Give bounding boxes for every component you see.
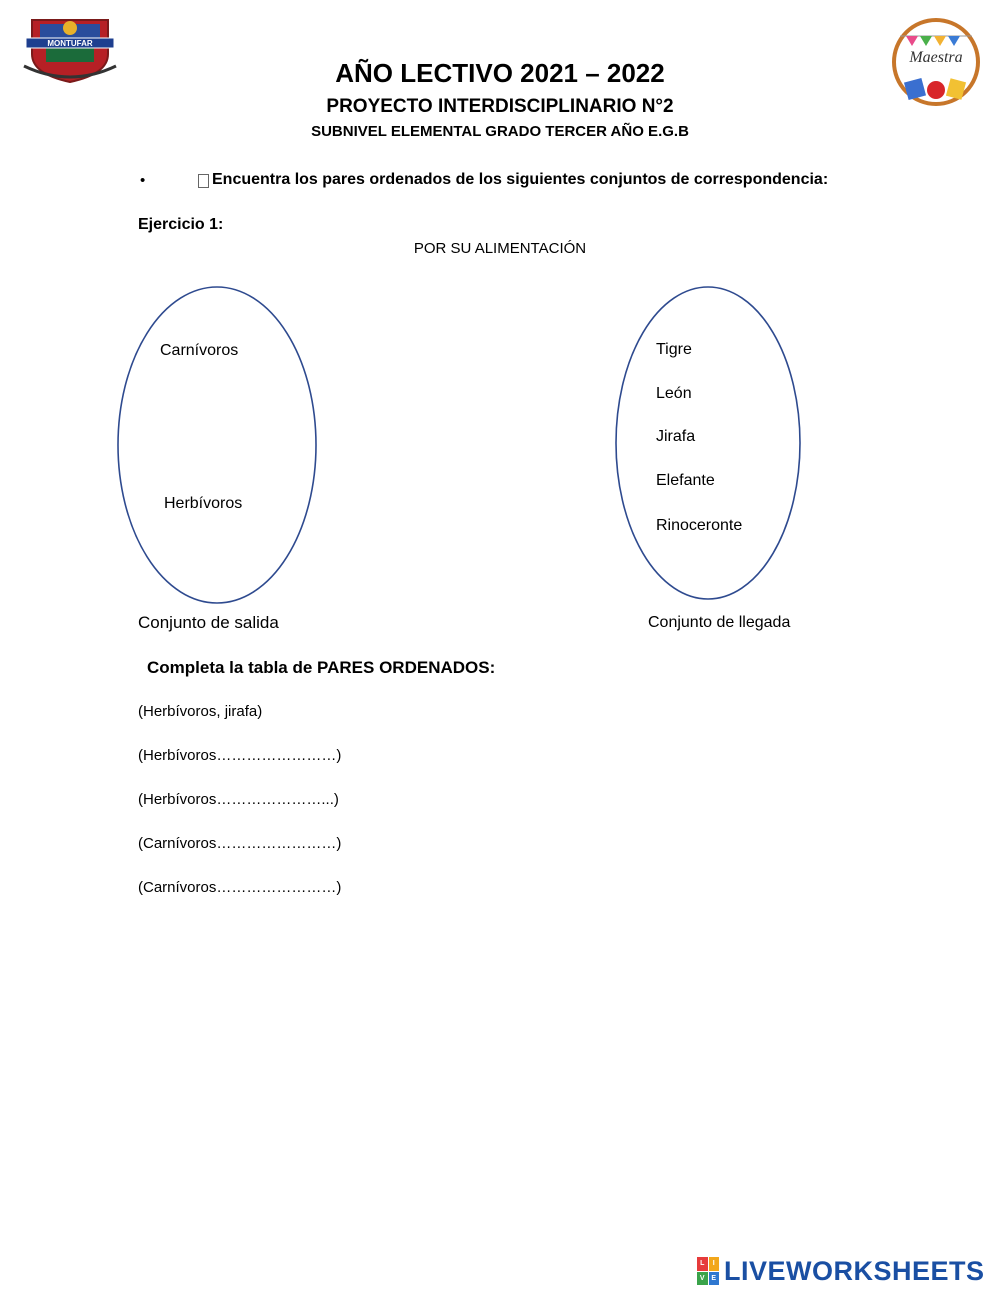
instruction-text: Encuentra los pares ordenados de los siguientes conjuntos de correspondencia: — [212, 171, 829, 188]
svg-text:Maestra: Maestra — [909, 49, 963, 66]
departure-item: Herbívoros — [164, 495, 243, 512]
arrival-item: Elefante — [656, 472, 715, 489]
arrival-item: León — [656, 385, 692, 402]
school-year-title: AÑO LECTIVO 2021 – 2022 — [335, 58, 665, 88]
pair-line[interactable]: (Carnívoros……………………) — [138, 835, 342, 852]
pair-line: (Herbívoros, jirafa) — [138, 703, 263, 720]
exercise-label: Ejercicio 1: — [138, 216, 224, 233]
pair-line[interactable]: (Herbívoros…………………...) — [138, 791, 339, 808]
pairs-title: Completa la tabla de PARES ORDENADOS: — [147, 658, 496, 677]
pair-line[interactable]: (Carnívoros……………………) — [138, 879, 342, 896]
liveworksheets-brand — [697, 1254, 985, 1288]
liveworksheets-text: LIVEWORKSHEETS — [724, 1255, 985, 1286]
departure-item: Carnívoros — [160, 342, 239, 359]
bullet: • — [140, 172, 146, 189]
liveworksheets-icon: L I V E — [697, 1257, 719, 1285]
pair-line[interactable]: (Herbívoros……………………) — [138, 747, 342, 764]
level-title: SUBNIVEL ELEMENTAL GRADO TERCER AÑO E.G.B — [311, 123, 689, 140]
arrival-item: Jirafa — [656, 428, 696, 445]
arrival-set-caption: Conjunto de llegada — [648, 614, 791, 631]
project-title: PROYECTO INTERDISCIPLINARIO N°2 — [326, 96, 674, 117]
departure-set-caption: Conjunto de salida — [138, 613, 279, 632]
arrival-item: Rinoceronte — [656, 517, 743, 534]
svg-text:MONTUFAR: MONTUFAR — [47, 39, 93, 48]
arrival-set-ellipse — [616, 287, 800, 599]
arrival-item: Tigre — [656, 341, 692, 358]
exercise-subtitle: POR SU ALIMENTACIÓN — [413, 240, 587, 257]
departure-set-ellipse — [118, 287, 316, 603]
